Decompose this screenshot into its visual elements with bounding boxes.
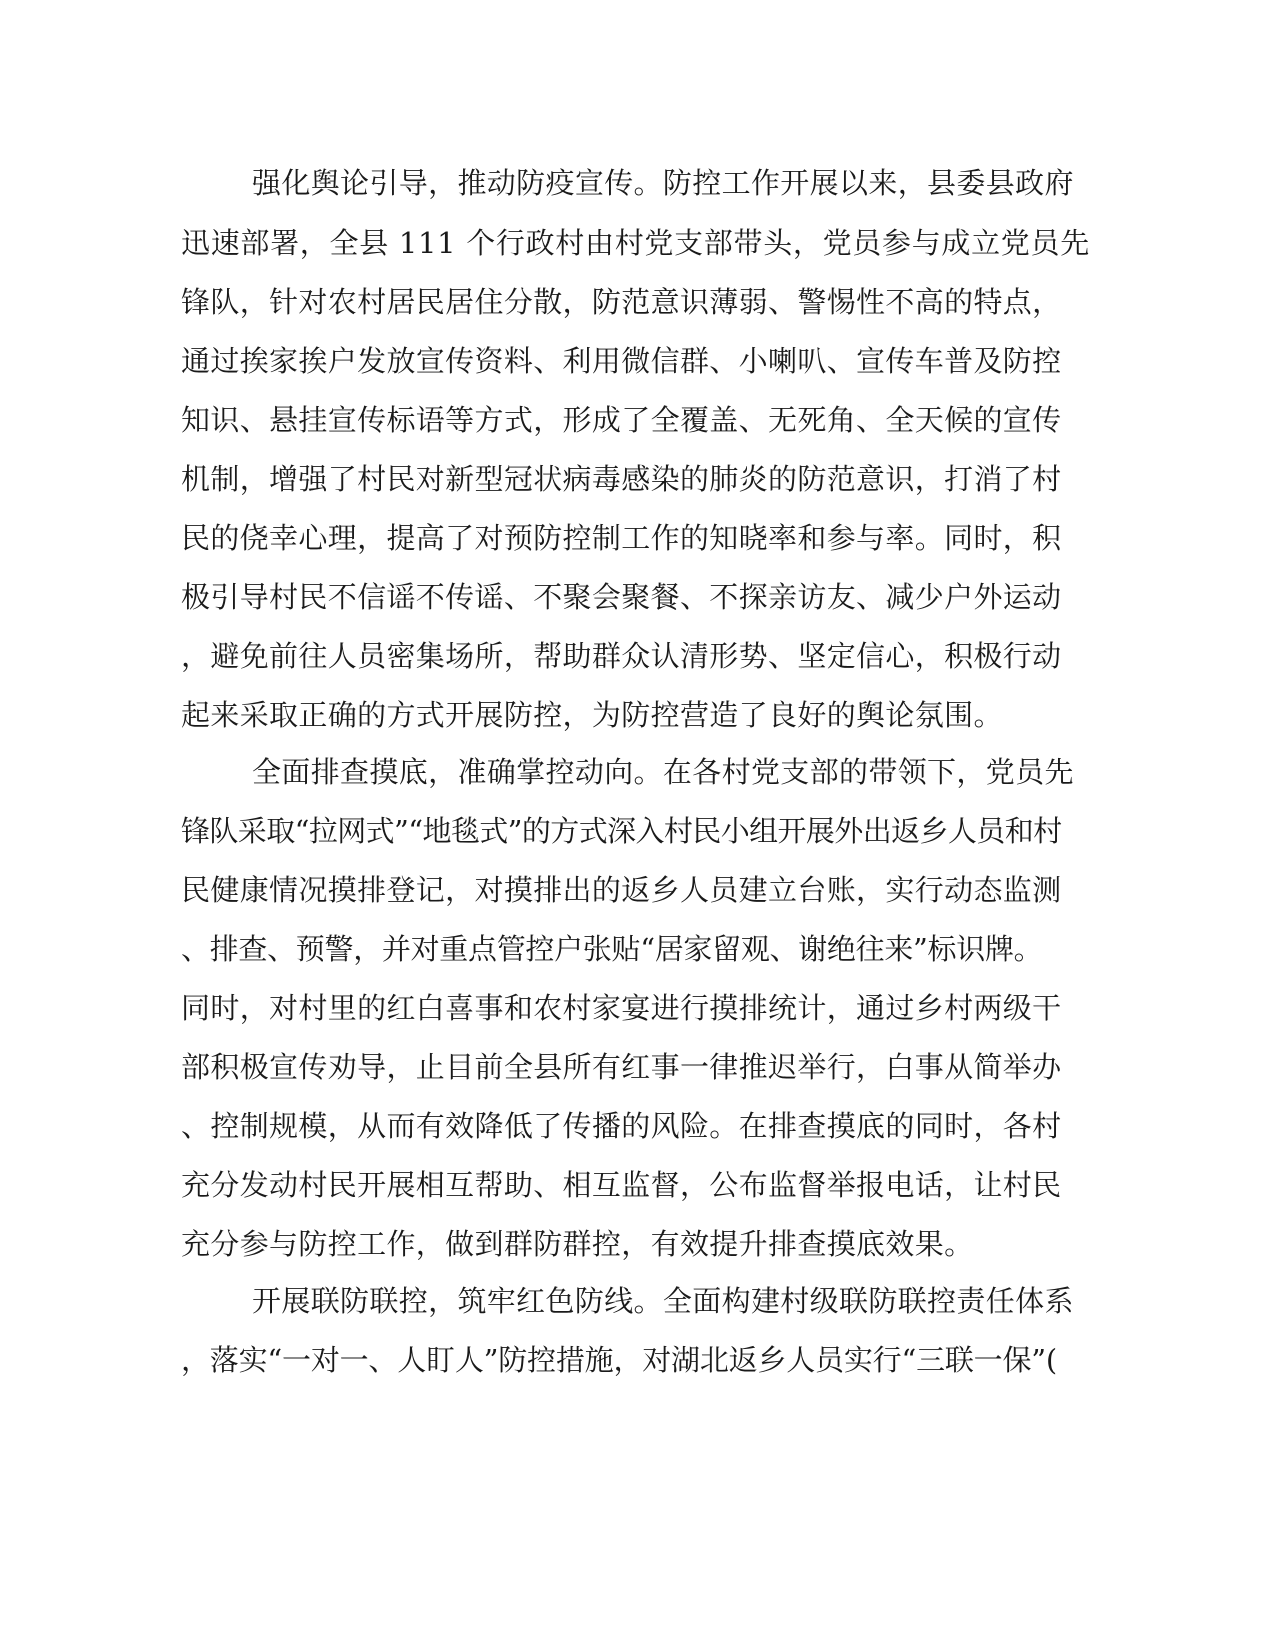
paragraph-line: 机制，增强了村民对新型冠状病毒感染的肺炎的防范意识，打消了村	[181, 462, 1062, 496]
paragraph-line: 民健康情况摸排登记，对摸排出的返乡人员建立台账，实行动态监测	[181, 873, 1062, 907]
paragraph-line: 知识、悬挂宣传标语等方式，形成了全覆盖、无死角、全天候的宣传	[181, 403, 1062, 437]
paragraph-line: 极引导村民不信谣不传谣、不聚会聚餐、不探亲访友、减少户外运动	[181, 580, 1062, 614]
paragraph-line: 锋队采取“拉网式”“地毯式”的方式深入村民小组开展外出返乡人员和村	[181, 814, 1062, 848]
paragraph-line: 开展联防联控，筑牢红色防线。全面构建村级联防联控责任体系	[252, 1284, 1074, 1318]
paragraph-line: 全面排查摸底，准确掌控动向。在各村党支部的带领下，党员先	[252, 755, 1074, 789]
paragraph-line: ，落实“一对一、人盯人”防控措施，对湖北返乡人员实行“三联一保”(	[181, 1343, 1058, 1377]
paragraph-line: 锋队，针对农村居民居住分散，防范意识薄弱、警惕性不高的特点，	[181, 285, 1062, 319]
paragraph-line: 、排查、预警，并对重点管控户张贴“居家留观、谢绝往来”标识牌。	[181, 932, 1043, 966]
paragraph-line: 部积极宣传劝导，止目前全县所有红事一律推迟举行，白事从简举办	[181, 1050, 1062, 1084]
paragraph-line: ，避免前往人员密集场所，帮助群众认清形势、坚定信心，积极行动	[181, 639, 1062, 673]
paragraph-line: 同时，对村里的红白喜事和农村家宴进行摸排统计，通过乡村两级干	[181, 991, 1062, 1025]
paragraph-line: 强化舆论引导，推动防疫宣传。防控工作开展以来，县委县政府	[252, 166, 1074, 200]
paragraph-line: 充分参与防控工作，做到群防群控，有效提升排查摸底效果。	[181, 1227, 974, 1261]
paragraph-line: 通过挨家挨户发放宣传资料、利用微信群、小喇叭、宣传车普及防控	[181, 344, 1062, 378]
paragraph-line: 充分发动村民开展相互帮助、相互监督，公布监督举报电话，让村民	[181, 1168, 1062, 1202]
paragraph-line: 迅速部署，全县 111 个行政村由村党支部带头，党员参与成立党员先	[181, 226, 1090, 260]
paragraph-line: 民的侥幸心理，提高了对预防控制工作的知晓率和参与率。同时，积	[181, 521, 1062, 555]
paragraph-line: 起来采取正确的方式开展防控，为防控营造了良好的舆论氛围。	[181, 698, 1003, 732]
paragraph-line: 、控制规模，从而有效降低了传播的风险。在排查摸底的同时，各村	[181, 1109, 1062, 1143]
